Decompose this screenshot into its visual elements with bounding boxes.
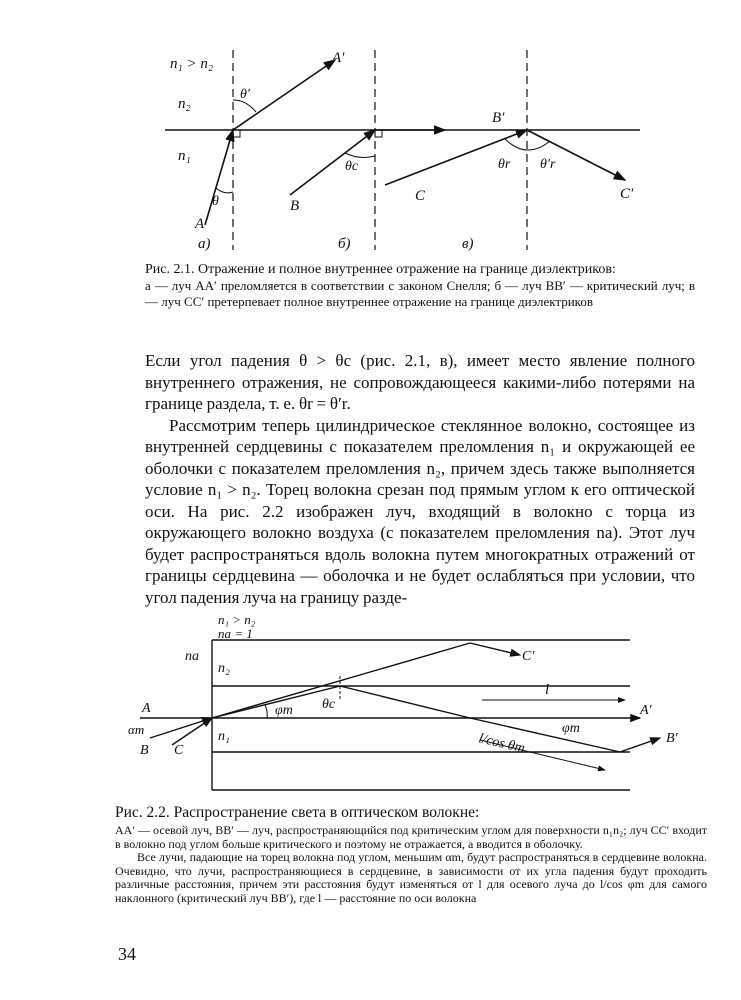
label-phi-m-2: φm — [562, 721, 580, 736]
label-a: а) — [198, 236, 211, 252]
label-theta-r: θr — [498, 157, 511, 172]
paragraph: Если угол падения θ > θc (рис. 2.1, в), имеет место явление полного внутреннего отражения, не сопровождающееся какими-либо потерями на границе раздела, т. е. θr = θ′r. — [145, 351, 695, 413]
label-n2: n₂ — [178, 96, 191, 112]
ray-c-reflected — [527, 130, 625, 180]
label-theta-c-2: θc — [322, 697, 336, 712]
label-theta: θ — [212, 194, 219, 209]
label-v: в) — [462, 236, 474, 252]
figure-2-1-caption — [145, 262, 695, 310]
caption-text: а — луч AA′ преломляется в соответствии с законом Снелля; б — луч BB′ — критический луч; в — луч CC′ претерпевает полное внутреннее отражение на границе диэлектриков — [145, 278, 695, 309]
label-n2-2: n₂ — [218, 661, 230, 676]
label-B-prime: B′ — [492, 110, 505, 126]
label-na-eq-1: na = 1 — [218, 626, 253, 641]
label-l: l — [545, 682, 550, 698]
ray-a-incident — [205, 130, 233, 225]
label-B: B — [290, 198, 300, 214]
label-alpha-m: αm — [128, 722, 145, 737]
label-A-prime: A′ — [332, 50, 345, 66]
label-phi-m: φm — [275, 703, 293, 718]
caption-title: Рис. 2.2. Распространение света в оптическом волокне: — [115, 804, 480, 821]
label-A-prime-2: A′ — [640, 703, 652, 718]
label-theta-c: θc — [345, 159, 359, 174]
caption-text: AA′ — осевой луч, BB′ — луч, распространяющийся под критическим углом для поверхности n₁n₂; луч CC′ входит в волокно под углом больше критического и поэтому не отражается, а вводится в оболочку. — [115, 823, 707, 851]
label-theta-r-prime: θ′r — [540, 157, 556, 172]
figure-2-1 — [165, 50, 640, 250]
caption-text: Все лучи, падающие на торец волокна под углом, меньшим αm, будут распространяться в сердцевине волокна. Очевидно, что лучи, распространяющиеся в сердцевине, в зависимости от их угла падения будут проходить различные расстояния, причем эти расстояния будут изменяться от l для осевого луча до l/cos φm для самого наклонного (критический луч BB′), где l — расстояние по оси волокна — [115, 850, 707, 905]
label-B-2: B — [140, 743, 149, 758]
label-l-cos: l/cos θm — [477, 731, 527, 757]
label-A: A — [195, 216, 205, 232]
label-B-prime-2: B′ — [666, 731, 678, 746]
label-n1-2: n₁ — [218, 729, 230, 744]
page-number: 34 — [118, 944, 136, 964]
label-n1-gt-n2-2: n₁ > n₂ — [218, 612, 256, 627]
label-n1: n₁ — [178, 148, 191, 164]
label-C-prime-2: C′ — [522, 649, 535, 664]
label-C: C — [415, 188, 426, 204]
label-C-2: C — [174, 743, 184, 758]
label-theta-prime: θ′ — [240, 87, 250, 102]
label-b: б) — [338, 236, 351, 252]
label-n1-gt-n2: n₁ > n₂ — [170, 56, 214, 72]
label-A-2: A — [142, 701, 151, 716]
ray-b-incident — [290, 130, 375, 195]
label-C-prime: C′ — [620, 186, 634, 202]
figure-2-2-caption — [115, 803, 707, 905]
paragraph: Рассмотрим теперь цилиндрическое стеклянное волокно, состоящее из внутренней сердцевины с показателем преломления n₁ и окружающей ее оболочки с показателем преломления n₂, причем здесь также выполняется условие n₁ > n₂. Торец волокна срезан под прямым углом к его оптической оси. На рис. 2.2 изображен луч, входящий в волокно с торца из окружающего волокно воздуха (с показателем преломления na). Этот луч будет распространяться вдоль волокна путем многократных отражений от границы сердцевина — оболочка и не будет ослабляться при условии, что угол падения луча на границу разде- — [145, 415, 695, 607]
caption-title: Рис. 2.1. Отражение и полное внутреннее отражение на границе диэлектриков: — [145, 262, 616, 277]
label-na: na — [185, 649, 199, 664]
body-text — [145, 350, 695, 608]
